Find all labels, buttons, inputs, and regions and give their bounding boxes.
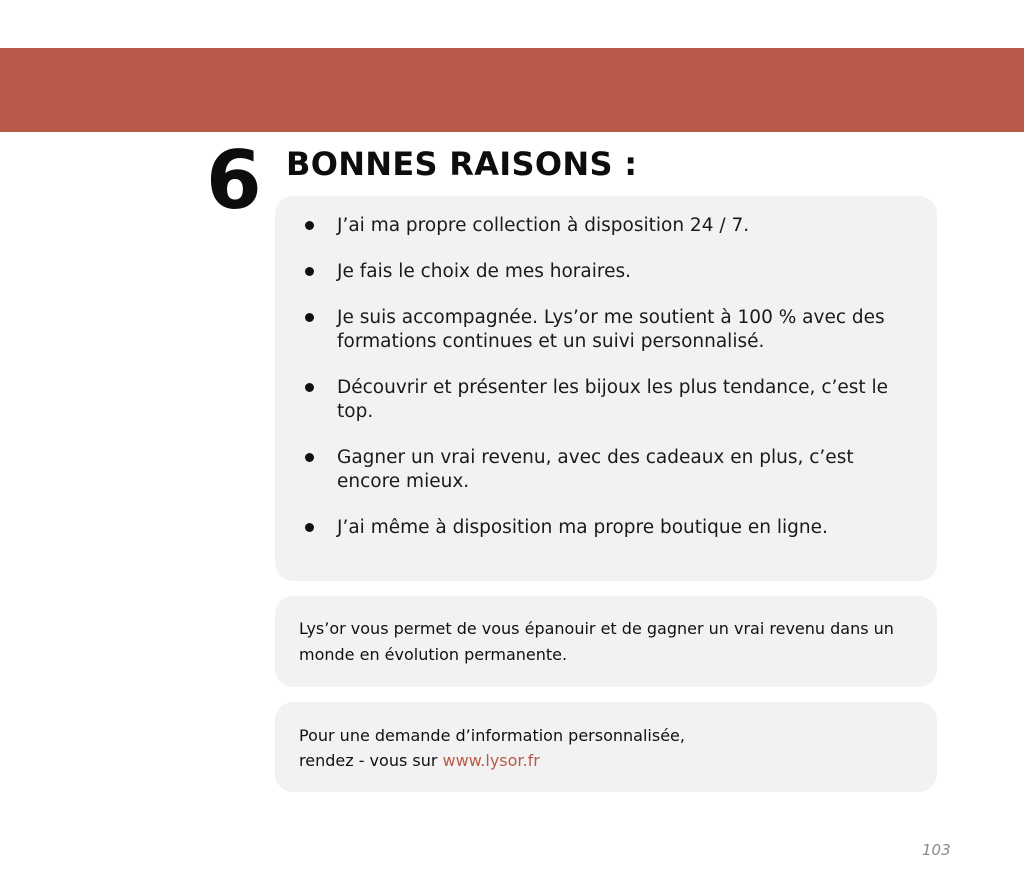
list-item bbox=[299, 516, 919, 540]
reason-text: J’ai ma propre collection à disposition 24 / 7. bbox=[337, 215, 750, 236]
message-card bbox=[275, 596, 937, 687]
section-number: 6 bbox=[206, 134, 260, 227]
reason-text: Je fais le choix de mes horaires. bbox=[337, 261, 631, 282]
page-number: 103 bbox=[922, 841, 951, 859]
bullet-icon bbox=[305, 313, 314, 322]
contact-card bbox=[275, 702, 937, 792]
list-item bbox=[299, 260, 919, 284]
bullet-icon bbox=[305, 453, 314, 462]
header-band bbox=[0, 48, 1024, 132]
contact-line-1: Pour une demande d’information personnalisée, bbox=[299, 726, 685, 745]
reason-text: Découvrir et présenter les bijoux les plus tendance, c’est le top. bbox=[337, 377, 889, 422]
bullet-icon bbox=[305, 267, 314, 276]
message-text: Lys’or vous permet de vous épanouir et de gagner un vrai revenu dans un monde en évolution permanente. bbox=[299, 619, 894, 664]
list-item bbox=[299, 306, 919, 354]
bullet-icon bbox=[305, 383, 314, 392]
list-item bbox=[299, 446, 919, 494]
section-title: BONNES RAISONS : bbox=[286, 145, 638, 183]
reasons-list bbox=[299, 214, 919, 562]
contact-line-2: rendez - vous sur bbox=[299, 751, 443, 770]
list-item bbox=[299, 376, 919, 424]
reason-text: Je suis accompagnée. Lys’or me soutient à 100 % avec des formations continues et un suivi personnalisé. bbox=[337, 307, 885, 352]
reasons-card bbox=[275, 196, 937, 581]
contact-text bbox=[299, 723, 917, 773]
reason-text: Gagner un vrai revenu, avec des cadeaux en plus, c’est encore mieux. bbox=[337, 447, 854, 492]
reason-text: J’ai même à disposition ma propre boutique en ligne. bbox=[337, 517, 828, 538]
bullet-icon bbox=[305, 221, 314, 230]
website-link[interactable]: www.lysor.fr bbox=[442, 751, 540, 770]
list-item bbox=[299, 214, 919, 238]
bullet-icon bbox=[305, 523, 314, 532]
